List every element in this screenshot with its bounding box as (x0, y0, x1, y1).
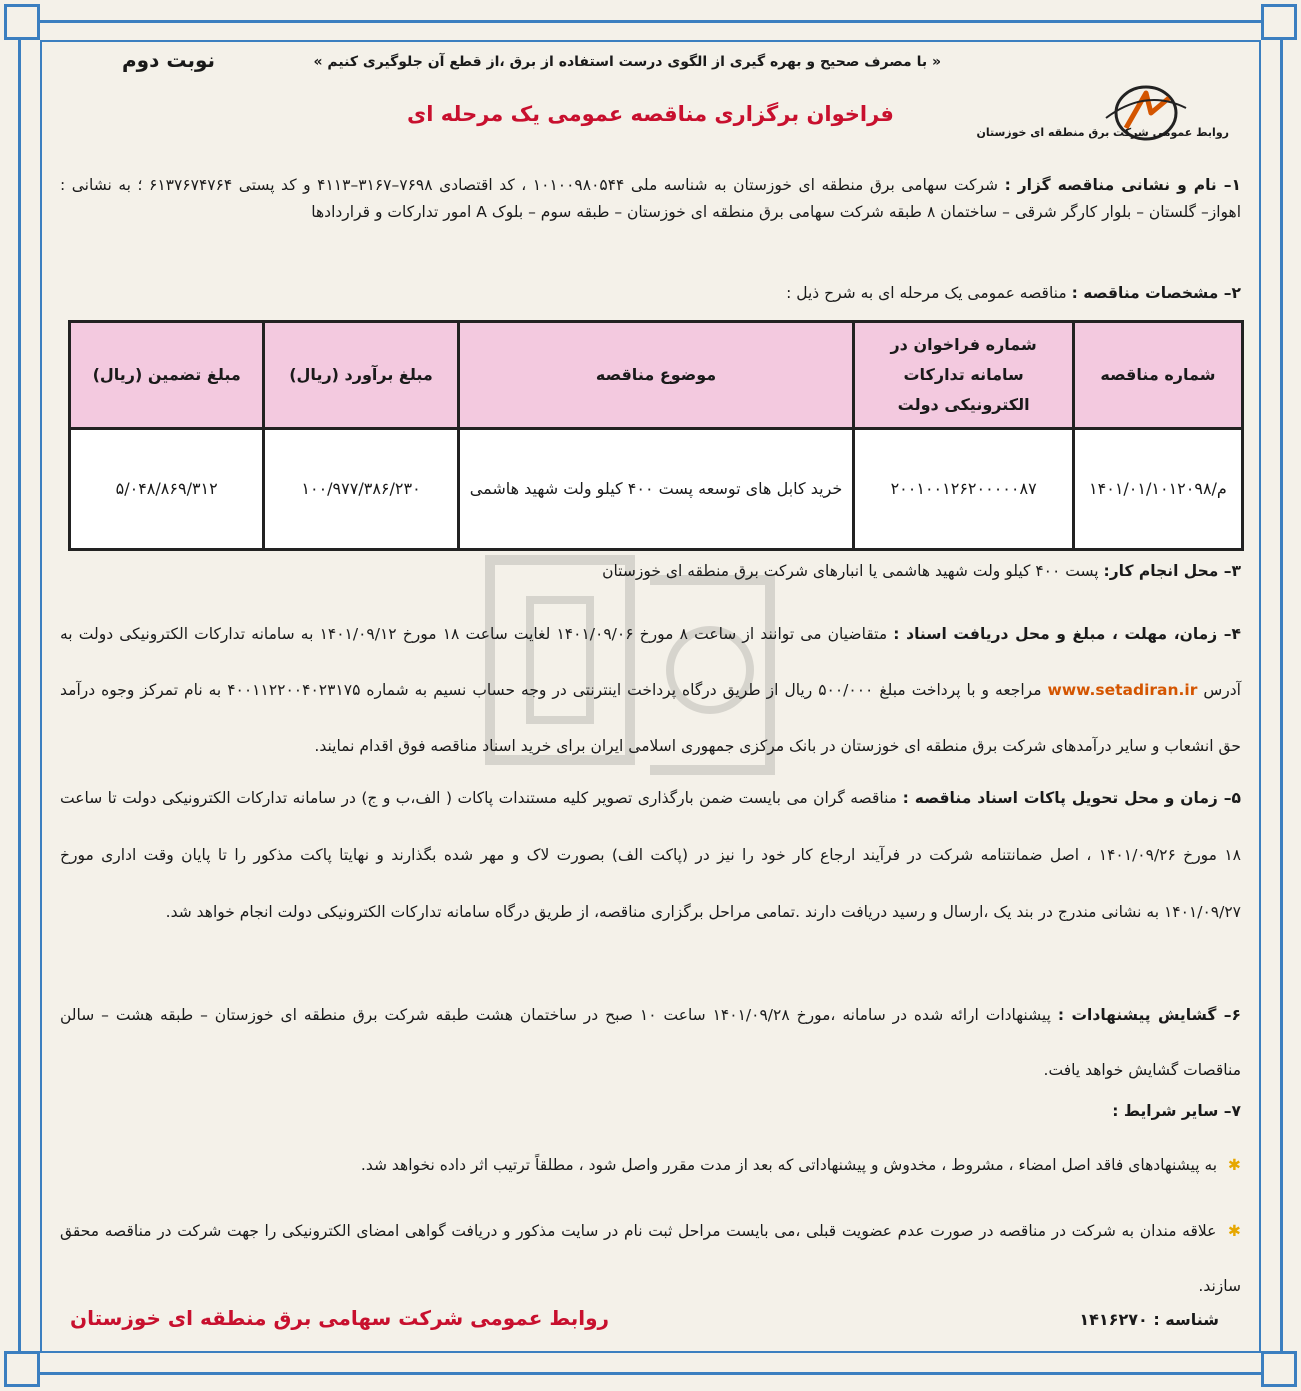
bullet-icon: ✱ (1228, 1156, 1241, 1174)
section-2-text: مناقصه عمومی یک مرحله ای به شرح ذیل : (786, 284, 1067, 302)
section-2 (60, 280, 1241, 307)
section-7-label: ۷– سایر شرایط : (1112, 1102, 1241, 1120)
cell-tender-number: م/۱۴۰۱/۰۱/۱۰۱۲۰۹۸ (1073, 429, 1242, 550)
condition-text: به پیشنهادهای فاقد اصل امضاء ، مشروط ، مخدوش و پیشنهاداتی که بعد از مدت مقرر واصل شود ، مطلقاً ترتیب اثر داده نخواهد شد. (360, 1156, 1218, 1174)
footer-organization: روابط عمومی شرکت سهامی برق منطقه ای خوزستان (70, 1306, 610, 1330)
section-4 (60, 606, 1241, 774)
header-subject: موضوع مناقصه (458, 322, 854, 429)
tender-table (68, 320, 1244, 551)
section-6 (60, 988, 1241, 1098)
header-guarantee: مبلغ تضمین (ریال) (70, 322, 264, 429)
corner-ornament (4, 4, 40, 40)
slogan: « با مصرف صحیح و بهره گیری از الگوی درست استفاده از برق ،از قطع آن جلوگیری کنیم » (313, 54, 941, 70)
condition-text: علاقه مندان به شرکت در مناقصه در صورت عدم عضویت قبلی ،می بایست مراحل ثبت نام در سایت مذکور و دریافت گواهی امضای الکترونیکی را جهت شرکت در مناقصه محقق سازند. (60, 1222, 1241, 1295)
section-1-label: ۱– نام و نشانی مناقصه گزار : (1004, 176, 1241, 194)
header-estimate: مبلغ برآورد (ریال) (264, 322, 458, 429)
section-3 (60, 558, 1241, 585)
section-4-text-a: متقاضیان می توانند از ساعت ۸ مورخ ۱۴۰۱/۰۹/۰۶ لغایت ساعت ۱۸ مورخ ۱۴۰۱/۰۹/۱۲ به سامانه تدارکات الکترونیکی دولت به آدرس (60, 625, 1241, 699)
section-5-label: ۵– زمان و محل تحویل پاکات اسناد مناقصه : (902, 789, 1242, 807)
condition-item (60, 1152, 1241, 1179)
section-5-text: مناقصه گران می بایست ضمن بارگذاری تصویر کلیه مستندات پاکات ( الف،ب و ج) در سامانه تدارکات الکترونیکی دولت تا ساعت ۱۸ مورخ ۱۴۰۱/۰۹/۲۶ ، اصل ضمانتنامه شرکت در فرآیند ارجاع کار خود را نیز در (پاکت الف) بصورت لاک و مهر شده بگذارند و نهایتا پاکت مذکور را تا پایان وقت اداری مورخ ۱۴۰۱/۰۹/۲۷ به نشانی مندرج در بند یک ،ارسال و رسید دریافت دارند .تمامی مراحل برگزاری مناقصه، از طریق درگاه سامانه تدارکات الکترونیکی دولت انجام خواهد شد. (60, 789, 1241, 921)
notice-id: شناسه : ۱۴۱۶۲۷۰ (1079, 1310, 1219, 1329)
corner-ornament (4, 1351, 40, 1387)
header-call-number: شماره فراخوان در سامانه تدارکات الکترونیکی دولت (854, 322, 1073, 429)
section-3-text: پست ۴۰۰ کیلو ولت شهید هاشمی یا انبارهای شرکت برق منطقه ای خوزستان (602, 562, 1099, 580)
section-4-text-b: مراجعه و با پرداخت مبلغ ۵۰۰/۰۰۰ ریال از طریق درگاه پرداخت اینترنتی در وجه حساب نسیم به شماره ۴۰۰۱۱۲۲۰۰۴۰۲۳۱۷۵ به نام تمرکز وجوه درآمد حق انشعاب و سایر درآمدهای شرکت برق منطقه ای خوزستان در بانک مرکزی جمهوری اسلامی ایران برای خرید اسناد مناقصه فوق اقدام نمایند. (60, 681, 1241, 755)
section-2-label: ۲– مشخصات مناقصه : (1071, 284, 1241, 302)
page-title: فراخوان برگزاری مناقصه عمومی یک مرحله ای (407, 102, 894, 126)
table-row (70, 429, 1243, 550)
cell-guarantee: ۵/۰۴۸/۸۶۹/۳۱۲ (70, 429, 264, 550)
cell-estimate: ۱۰۰/۹۷۷/۳۸۶/۲۳۰ (264, 429, 458, 550)
header-tender-number: شماره مناقصه (1073, 322, 1242, 429)
section-1-text: شرکت سهامی برق منطقه ای خوزستان به شناسه ملی ۱۰۱۰۰۹۸۰۵۴۴ ، کد اقتصادی ۷۶۹۸–۳۱۶۷–۴۱۱۳ و کد پستی ۶۱۳۷۶۷۴۷۶۴ ؛ به نشانی : اهواز– گلستان – بلوار کارگر شرقی – ساختمان ۸ طبقه شرکت سهامی برق منطقه ای خوزستان – طبقه سوم – بلوک A امور تدارکات و قراردادها (60, 176, 1241, 221)
section-4-label: ۴– زمان، مهلت ، مبلغ و محل دریافت اسناد : (893, 625, 1242, 643)
round-label: نوبت دوم (122, 48, 216, 72)
section-1 (60, 172, 1241, 226)
bullet-icon: ✱ (1228, 1222, 1241, 1240)
table-header-row (70, 322, 1243, 429)
section-6-label: ۶– گشایش پیشنهادات : (1057, 1006, 1241, 1024)
section-7 (60, 1098, 1241, 1125)
section-6-text: پیشنهادات ارائه شده در سامانه ،مورخ ۱۴۰۱/۰۹/۲۸ ساعت ۱۰ صبح در ساختمان هشت طبقه شرکت برق منطقه ای خوزستان – طبقه هشت – سالن مناقصات گشایش خواهد یافت. (60, 1006, 1241, 1079)
logo-caption: روابط عمومی شرکت برق منطقه ای خوزستان (976, 126, 1229, 139)
cell-call-number: ۲۰۰۱۰۰۱۲۶۲۰۰۰۰۰۸۷ (854, 429, 1073, 550)
setadiran-link[interactable]: www.setadiran.ir (1047, 681, 1198, 699)
section-5 (60, 770, 1241, 941)
corner-ornament (1261, 1351, 1297, 1387)
condition-item (60, 1204, 1241, 1314)
section-3-label: ۳– محل انجام کار: (1103, 562, 1241, 580)
announcement-page (60, 40, 1241, 1350)
cell-subject: خرید کابل های توسعه پست ۴۰۰ کیلو ولت شهید هاشمی (458, 429, 854, 550)
corner-ornament (1261, 4, 1297, 40)
